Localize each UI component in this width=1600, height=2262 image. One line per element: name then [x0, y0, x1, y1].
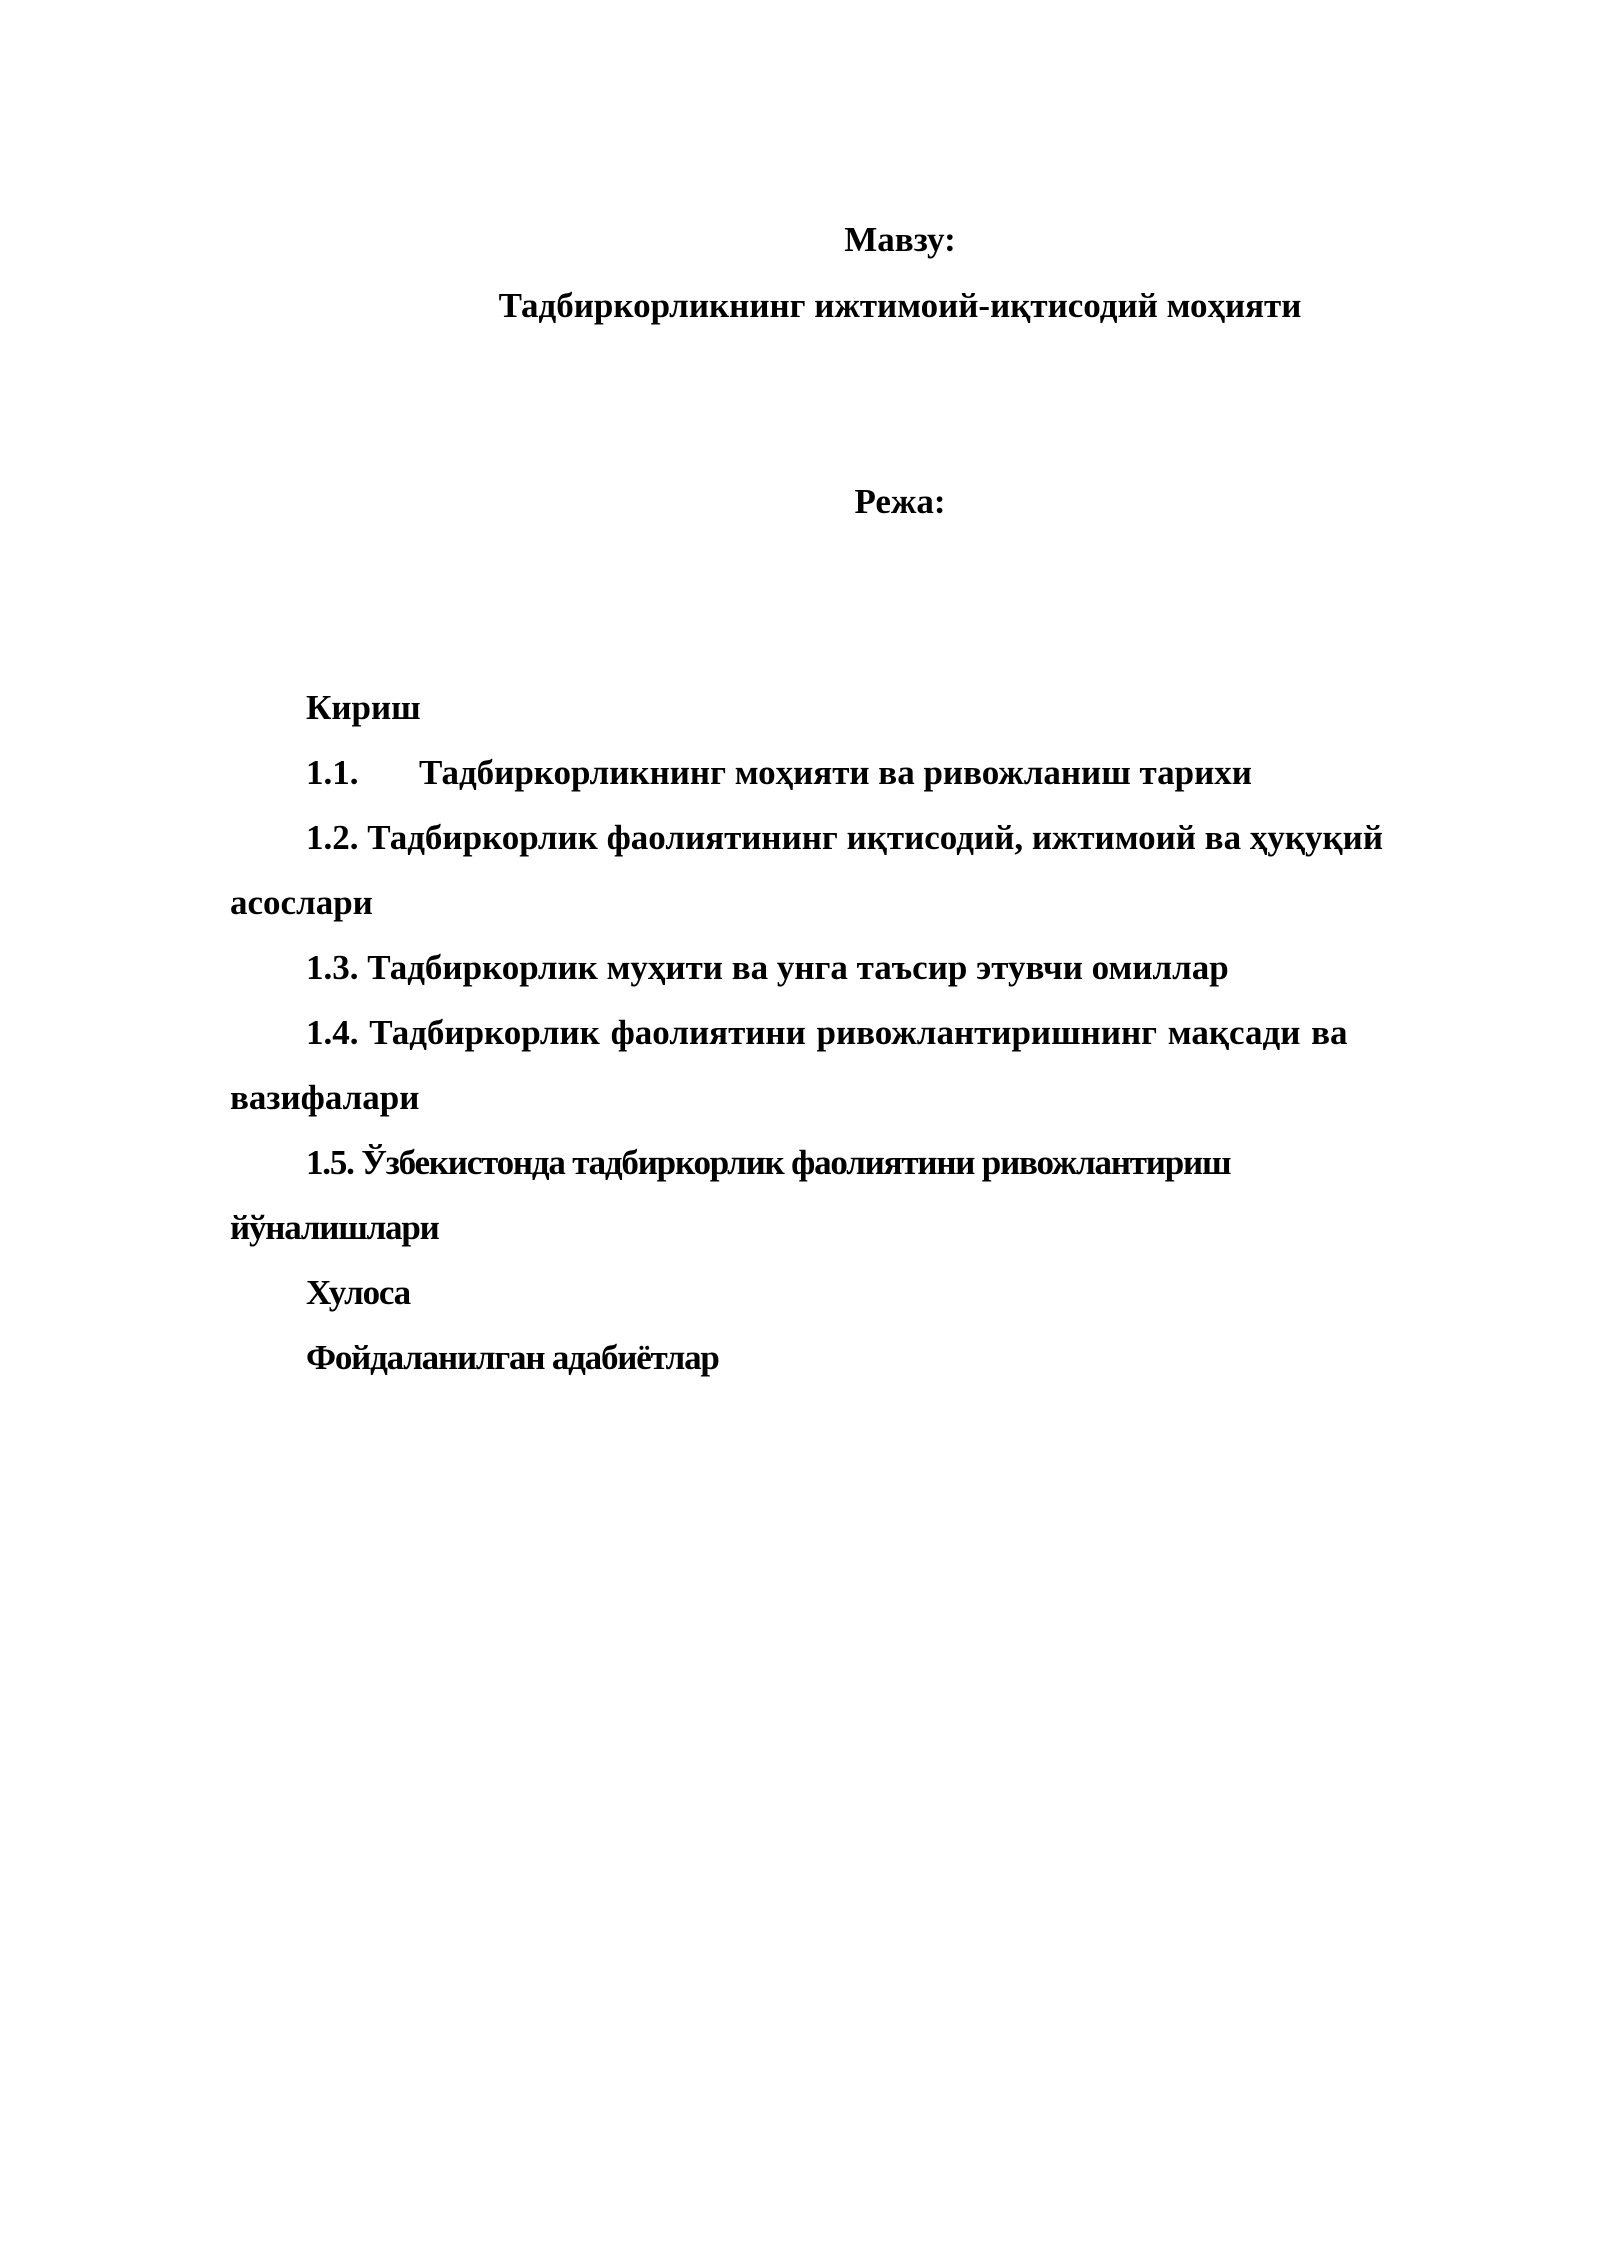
plan-item-1-5-line1: 1.5. Ўзбекистонда тадбиркорлик фаолиятини ривожлантириш: [306, 1143, 1231, 1182]
plan-item-references: Фойдаланилган адабиётлар: [306, 1338, 719, 1377]
plan-item-number: 1.1.: [306, 753, 359, 792]
plan-item-1-1: [230, 740, 1480, 805]
plan-list: [230, 675, 1480, 1390]
plan-item-1-3: 1.3. Тадбиркорлик муҳити ва унга таъсир этувчи омиллар: [306, 948, 1229, 987]
plan-item-1-2-line1: 1.2. Тадбиркорлик фаолиятининг иқтисодий, ижтимоий ва ҳуқуқий: [306, 818, 1384, 857]
plan-item-1-2-line2: асослари: [230, 883, 373, 922]
plan-item-text: Тадбиркорликнинг моҳияти ва ривожланиш тарихи: [419, 753, 1252, 792]
plan-item-1-4-line2: вазифалари: [230, 1078, 420, 1117]
plan-label: Режа:: [854, 482, 946, 521]
plan-item-intro: Кириш: [306, 688, 421, 727]
topic-label: Мавзу:: [844, 220, 956, 259]
plan-item-conclusion: Хулоса: [306, 1273, 410, 1312]
topic-title: Тадбиркорликнинг ижтимоий-иқтисодий моҳияти: [498, 286, 1302, 325]
plan-item-1-4-line1: 1.4. Тадбиркорлик фаолиятини ривожлантиришнинг мақсади ва: [306, 1013, 1348, 1052]
plan-item-1-5-line2: йўналишлари: [230, 1208, 439, 1247]
